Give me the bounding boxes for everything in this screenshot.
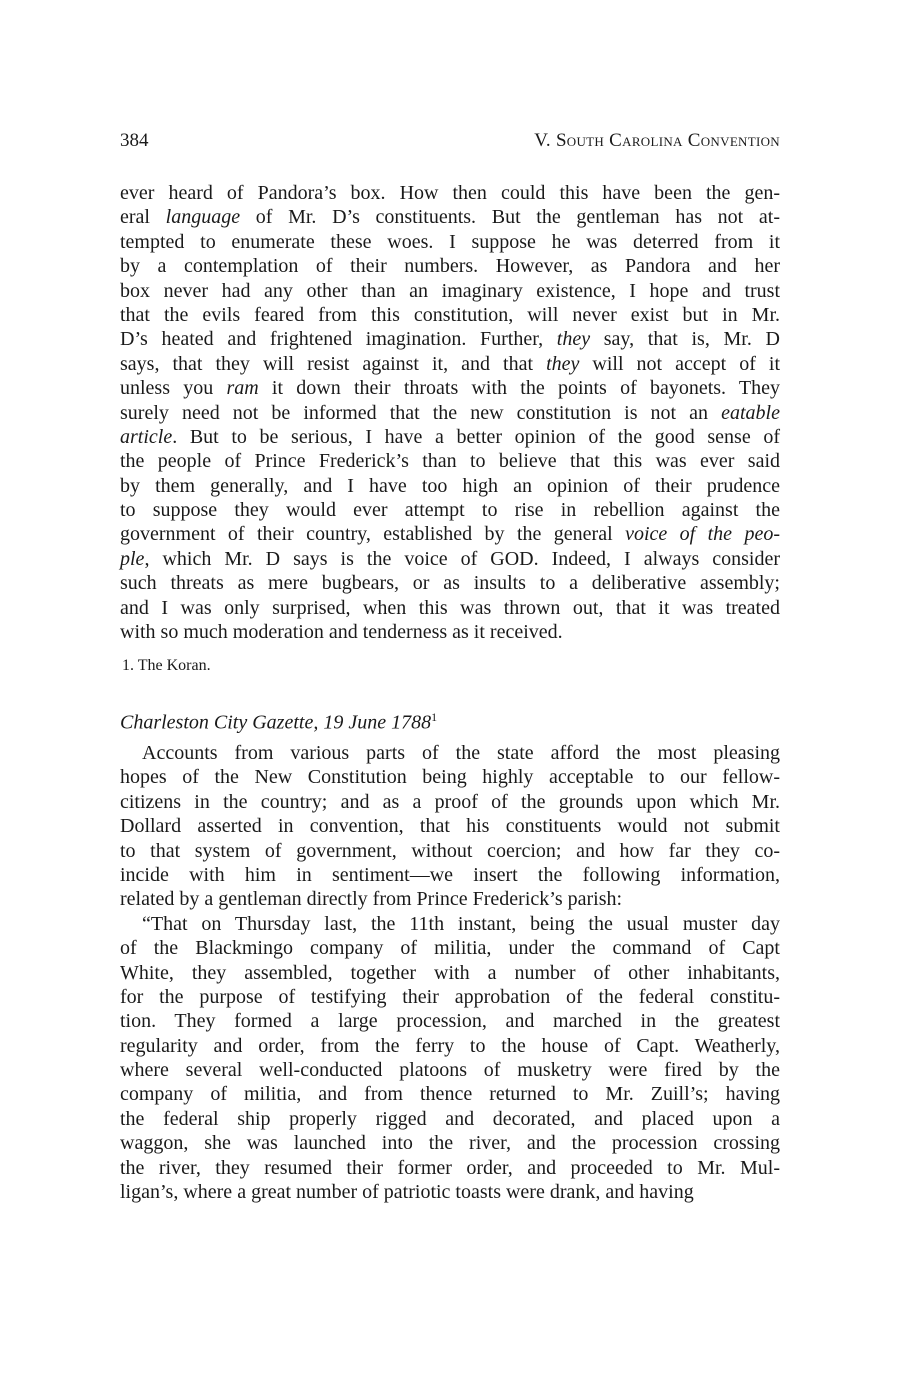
- text-line: incide with him in sentiment—we insert the following information,: [120, 863, 780, 886]
- text-line: company of militia, and from thence returned to Mr. Zuill’s; having: [120, 1083, 780, 1106]
- text-line: Dollard asserted in convention, that his constituents would not submit: [120, 815, 780, 838]
- text-line: “That on Thursday last, the 11th instant, being the usual muster day: [142, 912, 780, 935]
- text-line: surely need not be informed that the new constitution is not an eatable: [120, 401, 780, 424]
- text-line: ligan’s, where a great number of patriotic toasts were drank, and having: [120, 1181, 694, 1204]
- page-header: [120, 128, 780, 154]
- text-line: by a contemplation of their numbers. However, as Pandora and her: [120, 255, 780, 278]
- footnote: [120, 655, 211, 677]
- page-number: 384: [120, 130, 149, 151]
- text-line: hopes of the New Constitution being highly acceptable to our fellow-: [120, 766, 780, 789]
- text-line: article. But to be serious, I have a better opinion of the good sense of: [120, 425, 780, 448]
- text-line: eral language of Mr. D’s constituents. But the gentleman has not at-: [120, 206, 780, 229]
- text-line: Accounts from various parts of the state afford the most pleasing: [142, 742, 780, 764]
- text-line: for the purpose of testifying their approbation of the federal constitu-: [120, 985, 780, 1008]
- text-line: by them generally, and I have too high an opinion of their prudence: [120, 474, 780, 497]
- footnote-text: 1. The Koran.: [122, 657, 211, 674]
- text-line: D’s heated and frightened imagination. Further, they say, that is, Mr. D: [120, 328, 780, 351]
- text-line: ever heard of Pandora’s box. How then could this have been the gen-: [120, 182, 780, 204]
- text-line: the people of Prince Frederick’s than to believe that this was ever said: [120, 450, 780, 473]
- text-line: that the evils feared from this constitution, will never exist but in Mr.: [120, 303, 780, 326]
- text-line: and I was only surprised, when this was thrown out, that it was treated: [120, 596, 780, 619]
- article-body: [120, 741, 780, 1204]
- footnote-marker: 1: [431, 710, 438, 724]
- text-line: to that system of government, without coercion; and how far they co-: [120, 839, 780, 862]
- text-line: unless you ram it down their throats with the points of bayonets. They: [120, 377, 781, 400]
- text-line: citizens in the country; and as a proof of the grounds upon which Mr.: [120, 790, 780, 813]
- text-line: to suppose they would ever attempt to rise in rebellion against the: [120, 499, 780, 522]
- document-dateline: [120, 705, 437, 735]
- running-head: V. South Carolina Convention: [534, 130, 780, 151]
- text-line: of the Blackmingo company of militia, under the command of Capt: [120, 937, 780, 960]
- dateline-text: Charleston City Gazette, 19 June 1788: [120, 711, 432, 734]
- text-line: says, that they will resist against it, and that they will not accept of it: [120, 352, 781, 375]
- paragraph-accounts: [120, 741, 780, 912]
- text-line: box never had any other than an imaginary existence, I hope and trust: [120, 279, 780, 302]
- text-line: where several well-conducted platoons of musketry were fired by the: [120, 1059, 780, 1082]
- text-line: ple, which Mr. D says is the voice of GOD. Indeed, I always consider: [120, 547, 780, 570]
- paragraph-continued: [120, 181, 780, 644]
- text-line: tion. They formed a large procession, and marched in the greatest: [120, 1010, 780, 1033]
- paragraph-quotation: [120, 912, 780, 1205]
- text-line: regularity and order, from the ferry to the house of Capt. Weatherly,: [120, 1034, 780, 1057]
- text-line: tempted to enumerate these woes. I suppose he was deterred from it: [120, 230, 780, 253]
- text-line: related by a gentleman directly from Prince Frederick’s parish:: [120, 888, 623, 911]
- text-line: waggon, she was launched into the river, and the procession crossing: [120, 1132, 780, 1155]
- text-line: with so much moderation and tenderness as it received.: [120, 621, 563, 644]
- text-line: White, they assembled, together with a number of other inhabitants,: [120, 961, 780, 984]
- text-line: such threats as mere bugbears, or as insults to a deliberative assembly;: [120, 572, 780, 595]
- text-line: the river, they resumed their former order, and proceeded to Mr. Mul-: [120, 1156, 780, 1179]
- text-line: government of their country, established by the general voice of the peo-: [120, 523, 781, 546]
- text-line: the federal ship properly rigged and decorated, and placed upon a: [120, 1107, 780, 1130]
